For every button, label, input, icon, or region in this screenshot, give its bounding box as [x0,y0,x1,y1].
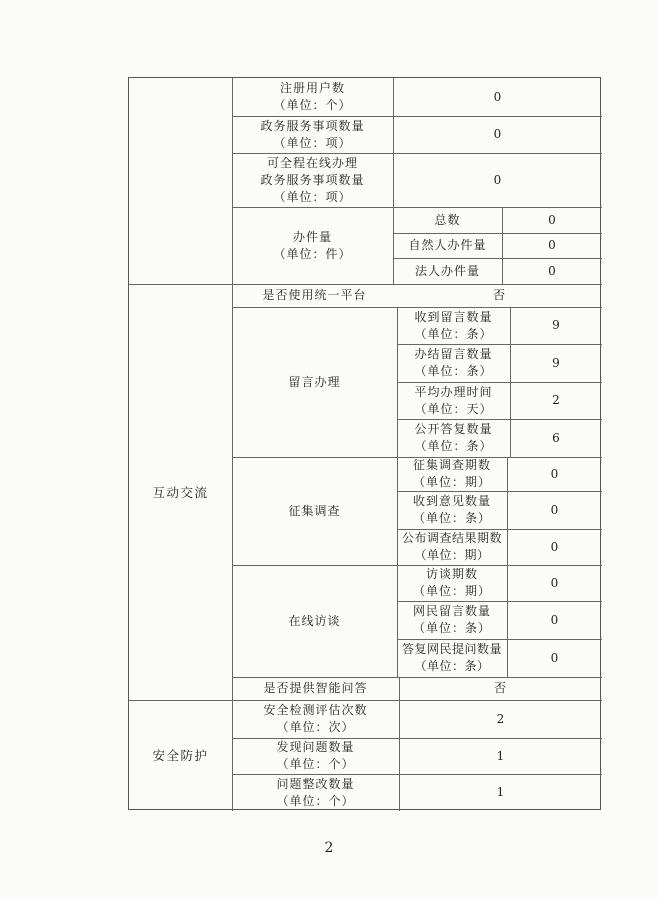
label-line: 访谈期数 [425,567,478,581]
label-line: 自然人办件量 [408,238,487,252]
messages-label [232,307,397,457]
label-line: （单位：条） [414,659,490,673]
value-text: 0 [493,172,502,187]
label-line: （单位：条） [414,364,493,378]
label-line: （单位：个） [276,757,355,771]
value-text: 0 [550,612,559,627]
value-text: 2 [496,711,505,726]
label-line: （单位：项） [273,189,352,204]
interview-periods-label [397,565,507,601]
gov-services-value [393,116,602,153]
smart-qa-label [232,677,399,700]
handling-total-value [502,207,602,233]
security-checks-value [399,700,602,738]
value-text: 2 [552,393,560,407]
label-line: 公布调查结果期数 [401,531,502,545]
label-line: （单位：条） [414,326,493,341]
handling-legal-value [502,258,602,284]
registered-users-value [393,78,602,116]
unified-platform-label [232,284,397,307]
survey-label [232,457,397,565]
value-text: 0 [493,89,502,104]
value-text: 1 [496,748,505,763]
label-line: （单位：条） [412,621,491,635]
issues-fixed-label [232,774,399,811]
handling-total-label [393,207,502,233]
value-text: 1 [496,785,505,799]
label-line: 网民留言数量 [412,604,491,618]
label-line: 政务服务事项数量 [260,118,365,133]
label-line: （单位：个） [276,793,355,808]
label-line: 征集调查 [288,503,341,518]
label-line: 收到留言数量 [414,309,493,324]
label-line: 办结留言数量 [414,347,493,361]
online-services-value [393,153,602,207]
label-line: （单位：期） [412,475,491,489]
value-text: 否 [493,681,507,695]
label-line: 公开答复数量 [414,422,493,436]
messages-received-value [510,307,602,344]
survey-results-label [397,529,507,565]
label-line: （单位：件） [273,246,352,261]
label-line: （单位：项） [273,135,352,150]
online-services-label [232,153,393,207]
messages-received-label [397,307,510,344]
value-text: 0 [493,127,502,141]
interview-answered-value [507,639,602,677]
label-line: （单位：期） [414,548,490,562]
label-line: 政务服务事项数量 [260,172,365,187]
handling-natural-value [502,233,602,258]
interview-periods-value [507,565,602,601]
value-text: 6 [552,430,560,445]
interview-label [232,565,397,677]
handling-legal-label [393,258,502,284]
handling-label [232,207,393,284]
label-line: 答复网民提问数量 [401,642,502,656]
messages-completed-label [397,344,510,382]
value-text: 0 [550,575,559,590]
survey-opinions-value [507,491,602,529]
value-text: 0 [548,238,556,252]
label-line: （单位：条） [412,511,491,525]
section-security [129,700,232,811]
value-text: 0 [548,212,556,227]
messages-public-replies-label [397,419,510,457]
label-line: （单位：条） [414,439,493,453]
security-checks-label [232,700,399,738]
messages-public-replies-value [510,419,602,457]
messages-avg-time-value [510,382,602,419]
issues-fixed-value [399,774,602,811]
label-line: （单位：天） [414,401,493,416]
value-text: 0 [550,650,559,665]
gov-services-label [232,116,393,153]
messages-avg-time-label [397,382,510,419]
label-line: 可全程在线办理 [266,155,358,170]
value-text: 0 [550,539,559,554]
section-interaction [129,284,232,700]
statistics-table [128,77,601,810]
smart-qa-value [399,677,602,700]
unified-platform-value [397,284,602,307]
label-line: （单位：次） [276,720,355,734]
label-line: 总数 [434,212,461,227]
value-text: 否 [492,288,506,302]
section-label: 安全防护 [152,748,209,763]
label-line: 征集调查期数 [412,458,491,472]
label-line: 法人办件量 [414,263,480,278]
label-line: 在线访谈 [288,613,341,628]
interview-answered-label [397,639,507,677]
survey-periods-label [397,457,507,491]
label-line: 留言办理 [288,374,341,389]
label-line: （单位：期） [412,584,491,598]
label-line: 是否使用统一平台 [262,288,367,302]
survey-opinions-label [397,491,507,529]
issues-found-value [399,738,602,774]
interview-netizen-msgs-label [397,601,507,639]
label-line: 问题整改数量 [276,776,355,791]
messages-completed-value [510,344,602,382]
label-line: 注册用户数 [279,81,345,95]
interview-netizen-msgs-value [507,601,602,639]
label-line: （单位：个） [273,98,352,112]
survey-periods-value [507,457,602,491]
label-line: 收到意见数量 [412,494,491,508]
registered-users-label [232,78,393,116]
value-text: 0 [550,502,559,517]
page-number: 2 [324,840,334,856]
value-text: 0 [548,263,556,278]
issues-found-label [232,738,399,774]
label-line: 安全检测评估次数 [263,703,368,717]
label-line: 是否提供智能问答 [263,681,368,695]
value-text: 0 [550,466,559,481]
label-line: 平均办理时间 [414,384,493,399]
handling-natural-label [393,233,502,258]
label-line: 发现问题数量 [276,740,355,754]
section-label: 互动交流 [152,484,209,500]
value-text: 9 [552,318,560,332]
label-line: 办件量 [292,229,332,244]
value-text: 9 [552,355,560,370]
survey-results-value [507,529,602,565]
